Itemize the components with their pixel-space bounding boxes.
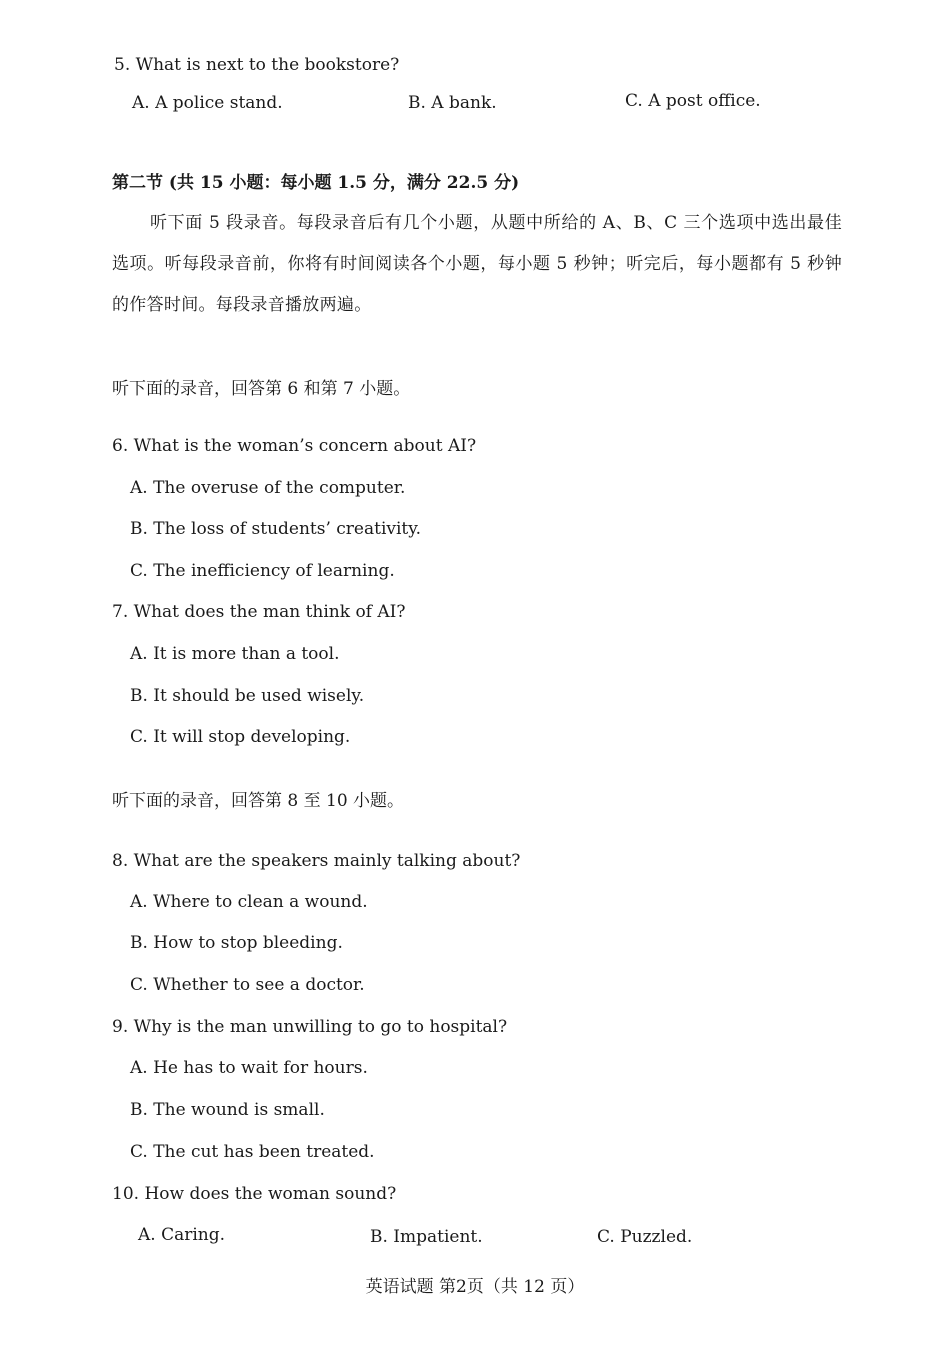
question-5-options (0, 92, 950, 114)
question-6: 6. What is the woman’s concern about AI? (112, 436, 477, 456)
question-10-option-b: B. Impatient. (370, 1227, 483, 1247)
question-5-option-c: C. A post office. (625, 91, 761, 111)
question-9-option-c: C. The cut has been treated. (130, 1142, 375, 1162)
question-8-option-c: C. Whether to see a doctor. (130, 975, 365, 995)
question-5-option-a: A. A police stand. (132, 93, 283, 113)
question-7-option-c: C. It will stop developing. (130, 727, 351, 747)
question-9-option-a: A. He has to wait for hours. (130, 1058, 368, 1078)
question-5-option-b: B. A bank. (408, 93, 497, 113)
question-8-option-b: B. How to stop bleeding. (130, 933, 343, 953)
question-8: 8. What are the speakers mainly talking about? (112, 851, 521, 871)
question-5: 5. What is next to the bookstore? (114, 55, 400, 75)
group-intro-6-7: 听下面的录音，回答第 6 和第 7 小题。 (112, 379, 411, 399)
question-7: 7. What does the man think of AI? (112, 602, 406, 622)
question-9: 9. Why is the man unwilling to go to hospital? (112, 1017, 508, 1037)
question-8-option-a: A. Where to clean a wound. (130, 892, 368, 912)
question-7-option-a: A. It is more than a tool. (130, 644, 340, 664)
group-intro-8-10: 听下面的录音，回答第 8 至 10 小题。 (112, 791, 405, 811)
section-2-heading: 第二节 (共 15 小题：每小题 1.5 分，满分 22.5 分) (112, 173, 520, 193)
section-2-instructions: 听下面 5 段录音。每段录音后有几个小题，从题中所给的 A、B、C 三个选项中选出最佳选项。听每段录音前，你将有时间阅读各个小题，每小题 5 秒钟；听完后，每小题都有 5 秒钟的作答时间。每段录音播放两遍。 (112, 213, 842, 315)
page-footer: 英语试题 第2页（共 12 页） (365, 1277, 585, 1297)
question-10: 10. How does the woman sound? (112, 1184, 397, 1204)
question-6-option-a: A. The overuse of the computer. (130, 478, 406, 498)
question-10-options (0, 1226, 950, 1248)
question-6-option-c: C. The inefficiency of learning. (130, 561, 395, 581)
question-10-option-a: A. Caring. (138, 1225, 226, 1245)
question-7-option-b: B. It should be used wisely. (130, 686, 365, 706)
question-6-option-b: B. The loss of students’ creativity. (130, 519, 422, 539)
question-10-option-c: C. Puzzled. (597, 1227, 693, 1247)
question-9-option-b: B. The wound is small. (130, 1100, 325, 1120)
